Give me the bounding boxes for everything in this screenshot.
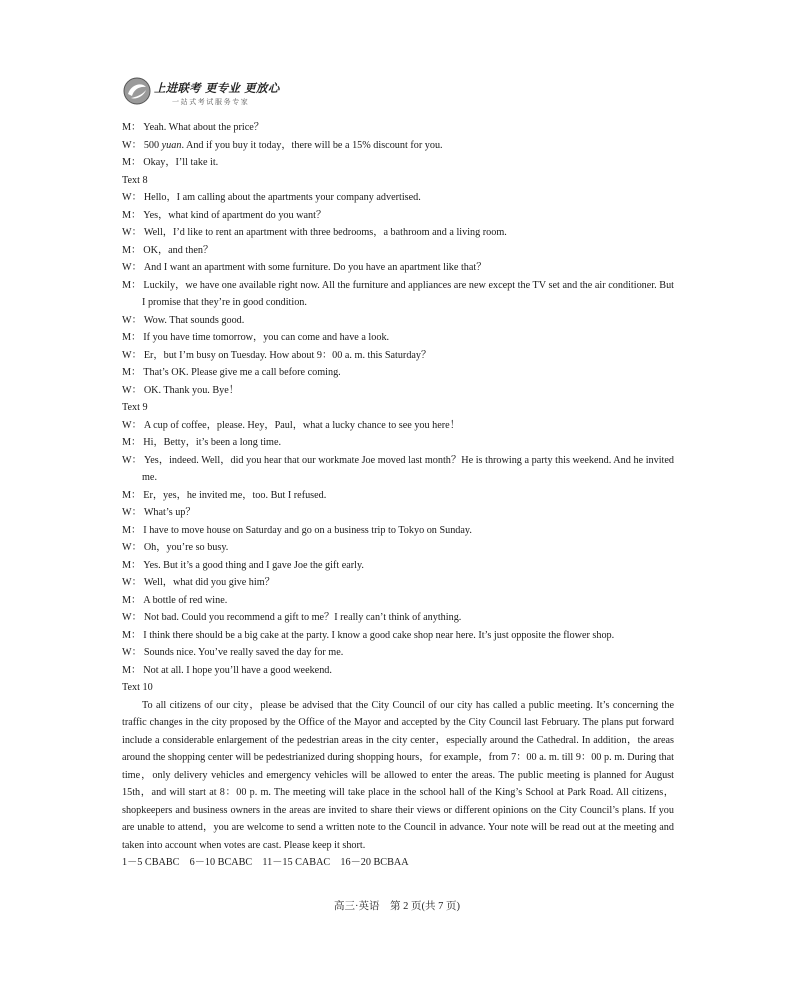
dialogue-text: Yes，indeed. Well，did you hear that our workmate Joe moved last month？He is throwing a party this weekend. And he invited me. <box>142 454 674 483</box>
speaker-label: W： <box>122 192 142 203</box>
dialogue-line <box>122 417 674 435</box>
dialogue-line <box>122 434 674 452</box>
speaker-label: W： <box>122 647 142 658</box>
dialogue-text: Hello，I am calling about the apartments your company advertised. <box>143 192 421 203</box>
speaker-label: M： <box>122 279 142 291</box>
dialogue-line <box>122 487 674 505</box>
dialogue-text: Sounds nice. You’ve really saved the day for me. <box>143 647 344 658</box>
dialogue-line <box>122 119 674 137</box>
dialogue-text: Not at all. I hope you’ll have a good weekend. <box>143 664 332 676</box>
dialogue-text: A bottle of red wine. <box>143 594 228 606</box>
dialogue-line <box>122 207 674 225</box>
speaker-label: W： <box>122 454 142 466</box>
dialogue-line <box>122 522 674 540</box>
dialogue-line <box>122 504 674 522</box>
speaker-label: M： <box>122 367 142 378</box>
dialogue-line <box>122 137 674 155</box>
dialogue-text: Well，I’d like to rent an apartment with three bedrooms，a bathroom and a living room. <box>143 227 507 238</box>
dialogue-text: Okay，I’ll take it. <box>143 157 219 168</box>
dialogue-line <box>122 662 674 680</box>
speaker-label: W： <box>122 542 142 553</box>
dialogue-text: Yes. But it’s a good thing and I gave Joe the gift early. <box>143 559 364 571</box>
speaker-label: M： <box>122 559 142 571</box>
dialogue-line <box>122 312 674 330</box>
dialogue-line <box>122 592 674 610</box>
speaker-label: W： <box>122 314 142 326</box>
dialogue-line <box>122 644 674 662</box>
dialogue-line <box>122 329 674 347</box>
dialogue-line <box>122 189 674 207</box>
speaker-label: M： <box>122 157 142 168</box>
speaker-label: M： <box>122 629 142 641</box>
dialogue-text: If you have time tomorrow，you can come and have a look. <box>143 332 390 343</box>
dialogue-line <box>122 224 674 242</box>
speaker-label: W： <box>122 612 142 623</box>
speaker-label: W： <box>122 227 142 238</box>
speaker-label: M： <box>122 122 142 133</box>
speaker-label: M： <box>122 437 142 448</box>
brand-tagline: 一站式考试服务专家 <box>172 98 250 106</box>
dialogue-text: Er，but I’m busy on Tuesday. How about 9：00 a. m. this Saturday？ <box>143 349 432 361</box>
dialogue-text: OK. Thank you. Bye！ <box>143 384 239 396</box>
speaker-label: M： <box>122 244 142 256</box>
text-heading: Text 8 <box>122 174 148 186</box>
dialogue-text: Hi，Betty，it’s been a long time. <box>143 437 282 448</box>
dialogue-line <box>122 259 674 277</box>
dialogue-text: Wow. That sounds good. <box>143 314 245 326</box>
speaker-label: W： <box>122 577 142 588</box>
speaker-label: M： <box>122 332 142 343</box>
page-header <box>122 74 362 114</box>
dialogue-line <box>122 242 674 260</box>
dialogue-line <box>122 382 674 400</box>
dialogue-text: That’s OK. Please give me a call before coming. <box>143 367 341 378</box>
dialogue-line <box>122 557 674 575</box>
speaker-label: M： <box>122 489 142 501</box>
speaker-label: M： <box>122 209 142 221</box>
speaker-label: W： <box>122 139 142 151</box>
dialogue-text: Yeah. What about the price？ <box>143 122 264 133</box>
dialogue-text: I think there should be a big cake at the party. I know a good cake shop near here. It’s just opposite the flower shop. <box>143 629 615 641</box>
speaker-label: W： <box>122 262 142 273</box>
dialogue-line <box>122 609 674 627</box>
brand-logo-icon <box>122 76 152 106</box>
speaker-label: W： <box>122 419 142 431</box>
dialogue-text: What’s up？ <box>143 507 196 518</box>
dialogue-text: Yes，what kind of apartment do you want？ <box>143 209 327 221</box>
dialogue-line <box>122 277 674 312</box>
dialogue-text: OK，and then？ <box>143 244 214 256</box>
dialogue-text: Well，what did you give him？ <box>143 577 275 588</box>
speaker-label: W： <box>122 349 142 361</box>
dialogue-text: And I want an apartment with some furniture. Do you have an apartment like that？ <box>143 262 487 273</box>
speaker-label: W： <box>122 384 142 396</box>
monologue-paragraph: To all citizens of our city，please be advised that the City Council of our city has called a public meeting. It’s concerning the traffic changes in the city proposed by the Office of the Mayor and accepted by the City Council last February. The plans put forward include a considerable enlargement of the pedestrian areas in the city center，especially around the Cathedral. In addition，the areas around the shopping center will be pedestrianized during shopping hours，for example，from 7：00 a. m. till 9：00 p. m. During that time，only delivery vehicles and emergency vehicles will be allowed to enter the areas. The public meeting is planned for August 15th，and will start at 8：00 p. m. The meeting will take place in the school hall of the King’s School at Park Road. All citizens，shopkeepers and business owners in the areas are invited to share their views or different opinions on the City Council’s plans. If you are unable to attend，you are welcome to send a written note to the Council in advance. Your note will be read out at the meeting and taken into account when votes are cast. Please keep it short. <box>122 699 674 851</box>
dialogue-text: Luckily，we have one available right now. All the furniture and appliances are new except the TV set and the air conditioner. But I promise that they’re in good condition. <box>142 279 674 308</box>
dialogue-text: Oh，you’re so busy. <box>143 542 229 553</box>
brand-title: 上进联考 更专业 更放心 <box>154 81 280 95</box>
dialogue-line <box>122 452 674 487</box>
dialogue-line <box>122 364 674 382</box>
speaker-label: M： <box>122 524 142 536</box>
dialogue-line <box>122 154 674 172</box>
text-heading: Text 9 <box>122 402 148 413</box>
dialogue-line <box>122 627 674 645</box>
speaker-label: W： <box>122 507 142 518</box>
page-footer: 高三·英语 第 2 页(共 7 页) <box>334 901 460 912</box>
dialogue-text: I have to move house on Saturday and go on a business trip to Tokyo on Sunday. <box>143 524 472 536</box>
dialogue-line <box>122 539 674 557</box>
answer-key: 1－5 CBABC 6－10 BCABC 11－15 CABAC 16－20 BCBAA <box>122 857 409 868</box>
transcript-body <box>122 119 674 872</box>
dialogue-line <box>122 347 674 365</box>
dialogue-text: A cup of coffee，please. Hey，Paul，what a lucky chance to see you here！ <box>143 419 460 431</box>
dialogue-text: Er，yes，he invited me，too. But I refused. <box>143 489 327 501</box>
dialogue-line <box>122 574 674 592</box>
speaker-label: M： <box>122 594 142 606</box>
dialogue-text: Not bad. Could you recommend a gift to me？I really can’t think of anything. <box>143 612 462 623</box>
dialogue-text: 500 yuan. And if you buy it today，there will be a 15% discount for you. <box>143 139 443 151</box>
text-heading: Text 10 <box>122 682 153 693</box>
speaker-label: M： <box>122 664 142 676</box>
